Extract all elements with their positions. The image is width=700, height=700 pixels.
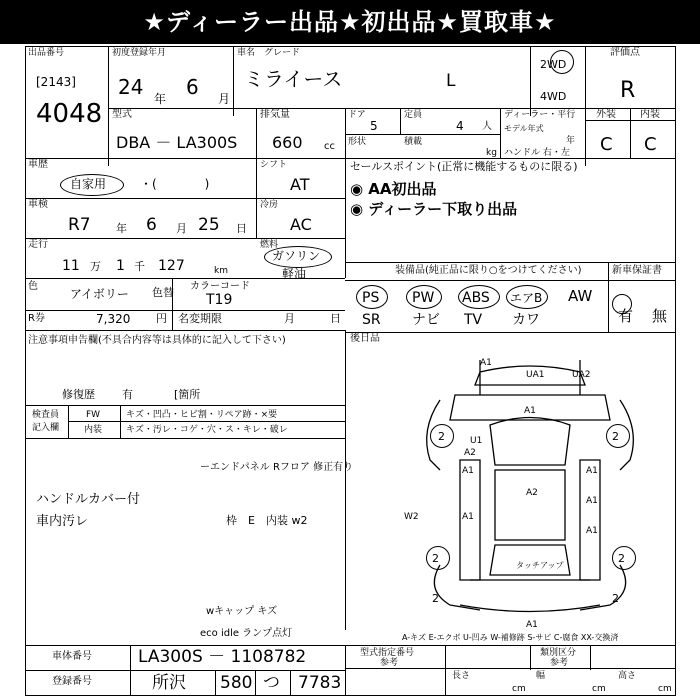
chassis-value: LA300S － 1108782 [138,647,307,667]
first-reg-year: 24 [118,75,144,99]
equip-airbag-circle [506,285,548,309]
mark-touchup: タッチアップ [516,561,564,570]
mark-a1-top: A1 [480,358,492,368]
score-value: R [620,78,636,103]
mileage-label: 走行 [28,239,48,250]
hgt-label: 高さ [618,671,637,681]
color-code: T19 [206,292,233,308]
fuel-gas: ガソリン [272,249,321,263]
warranty-yes: 有 [618,307,634,325]
mark-a1-left2: A1 [462,512,474,522]
registration-place: 所沢 [152,673,186,693]
registration-kana: つ [263,673,280,693]
inspection-label: 車検 [28,199,48,210]
lot-label: 出品番号 [28,48,65,58]
name-change-month: 月 [284,312,295,325]
note-2: ハンドルカバー付 [36,492,141,507]
mark-a2-left: A2 [464,448,476,458]
registration-number: 7783 [298,673,342,693]
mark-a1-left: A1 [462,466,474,476]
hgt-unit: cm [658,684,672,694]
drive-4wd: 4WD [540,90,567,103]
mark-2-f: 2 [612,592,619,605]
door-label: ドア [348,110,366,120]
len-unit: cm [512,684,526,694]
aircon-value: AC [290,215,312,234]
exterior-value: C [600,134,613,155]
fw-label: FW [86,410,101,420]
mark-2-a: 2 [438,430,445,443]
interior-value: C [644,134,657,155]
capacity-unit: 人 [482,121,492,132]
recycle-unit: 円 [156,312,167,325]
mark-2-c: 2 [432,552,439,565]
recycle-label: R券 [28,313,45,324]
fw-text: キズ・凹凸・ヒビ割・リペア跡・×要 [126,410,278,420]
mark-2-d: 2 [618,552,625,565]
score-label: 評価点 [610,47,640,58]
warranty-label: 新車保証書 [612,265,662,276]
first-reg-month-unit: 月 [218,92,231,106]
lot-number: 4048 [36,99,103,129]
car-name: ミライース [244,67,343,91]
color-value: アイボリー [70,287,129,301]
inspection-year-unit: 年 [116,222,127,235]
class-label: 類別区分 [540,648,577,658]
warranty-circle [612,294,632,314]
sales-point-2: ◉ ディーラー下取り出品 [350,200,518,218]
mark-a1-right: A1 [586,466,598,476]
interior-label: 内装 [640,109,660,120]
first-reg-label: 初度登録年月 [112,48,167,58]
equip-navi: ナビ [412,312,440,328]
note-3: 車内汚レ [36,514,89,529]
sales-point-1: ◉ AA初出品 [350,180,437,198]
mark-a2-roof: A2 [526,488,538,498]
inspector-label-2: 記入欄 [32,423,60,433]
aircon-label: 冷房 [260,200,279,210]
wheel-rr-circle [612,546,636,570]
wheel-rl-circle [426,546,450,570]
chassis-label: 車体番号 [52,651,92,662]
first-reg-year-unit: 年 [154,92,167,106]
equip-pw-circle [406,285,442,309]
mark-2-b: 2 [612,430,619,443]
mileage-sen: 1 [116,258,125,274]
model-label: 型式 [112,109,132,120]
mark-a1-right3: A1 [586,526,598,536]
len-label: 長さ [452,671,471,681]
in-text: キズ・汚レ・コゲ・穴・ス・キレ・破レ [126,425,288,435]
history-label: 車歴 [28,159,48,170]
equip-leather: カワ [512,312,540,328]
registration-label: 登録番号 [52,676,92,687]
inspection-year: 6 [146,215,157,235]
repair-place: [箇所 [174,388,201,401]
fuel-label: 燃料 [260,240,279,250]
note-1: ーエンドパネル Rフロア 修正有り [200,462,354,473]
displacement-value: 660 [272,133,303,152]
model-year-unit: 年 [566,136,576,146]
warranty-no: 無 [652,307,668,325]
mileage-man: 11 [62,258,80,274]
sales-point-label: セールスポイント(正常に機能するものに限る) [350,160,578,173]
model-value: DBA － LA300S [116,133,238,152]
drive-2wd: 2WD [540,58,567,71]
mark-2-e: 2 [432,592,439,605]
note-4: 枠 E 内装 w2 [226,514,308,527]
wheel-fr-circle [606,424,630,448]
mark-w2: W2 [404,512,419,522]
mark-ua2: UA2 [572,370,591,380]
note-6: eco idle ランプ点灯 [200,628,293,639]
registration-class: 580 [220,673,253,693]
capacity-value: 4 [456,119,464,133]
mileage-unit: km [214,266,228,276]
inspection-month: 25 [198,215,220,235]
equip-pw: PW [412,290,435,306]
color-change-label: 色替 [152,286,174,299]
class-sub: 参考 [550,658,569,668]
inspection-day-unit: 日 [236,222,247,235]
load-label: 積載 [404,137,423,147]
history-rest: ・( ) [140,177,210,191]
first-reg-month: 6 [186,75,199,99]
notes-label: 注意事項申告欄(不具合内容等は具体的に記入して下さい) [28,335,286,346]
model-year-label: モデル年式 [504,124,544,133]
equip-ps: PS [362,290,380,306]
drive-circle [550,50,574,74]
car-label: 車名 グレード [237,48,301,58]
displacement-label: 排気量 [260,109,290,120]
wid-label: 幅 [536,671,546,681]
mileage-man-unit: 万 [90,260,101,273]
equip-ps-circle [356,285,388,309]
color-label: 色 [28,281,38,292]
recycle-value: 7,320 [96,312,131,326]
mark-u1: U1 [470,436,483,446]
inspector-label-1: 検査員 [32,410,60,420]
name-change-label: 名変期限 [178,312,222,325]
mileage-rest: 127 [158,258,185,274]
type-spec-label: 型式指定番号 [360,648,415,658]
inspection-era: R7 [68,215,91,235]
wheel-fl-circle [430,424,454,448]
type-spec-sub: 参考 [380,658,399,668]
dealer-label: ディーラー・平行 [504,110,576,120]
note-5: wキャップ キズ [206,606,278,617]
equip-sr: SR [362,312,381,328]
lot-sub: [2143] [36,75,76,89]
shift-label: シフト [260,160,288,170]
mark-a1-right2: A1 [586,496,598,506]
door-value: 5 [370,119,378,133]
mark-a1-hood: A1 [524,406,536,416]
mark-a1-rear: A1 [526,620,538,630]
history-value: 自家用 [70,177,107,191]
fuel-diesel: 軽油 [282,267,307,281]
equipment-label: 装備品(純正品に限り○をつけてください) [395,265,582,276]
equip-airbag: エアB [510,291,543,305]
equip-tv: TV [464,312,483,328]
car-grade: L [446,71,456,91]
handle-label: ハンドル 右・左 [504,148,570,158]
capacity-label: 定員 [404,110,423,120]
equip-abs: ABS [462,290,490,306]
wid-unit: cm [592,684,606,694]
name-change-day: 日 [330,312,341,325]
back-seat-label: 後日品 [350,333,380,344]
inspection-month-unit: 月 [176,222,187,235]
shift-value: AT [290,175,310,194]
repair-label: 修復歴 [62,388,95,401]
equip-aw: AW [568,287,593,305]
mark-ua1: UA1 [526,370,545,380]
displacement-unit: cc [324,141,335,152]
exterior-label: 外装 [596,109,616,120]
shape-label: 形状 [348,137,367,147]
header-banner: ★ディーラー出品★初出品★買取車★ [0,0,700,44]
repair-value: 有 [122,388,133,401]
mileage-sen-unit: 千 [134,260,145,273]
load-unit: kg [486,148,497,158]
equip-abs-circle [458,285,500,309]
damage-legend: A-キズ E-エクボ U-凹み W-補修跡 S-サビ C-腐食 XX-交換済 [402,633,619,642]
in-label: 内装 [84,425,103,435]
color-code-label: カラーコード [190,281,250,292]
